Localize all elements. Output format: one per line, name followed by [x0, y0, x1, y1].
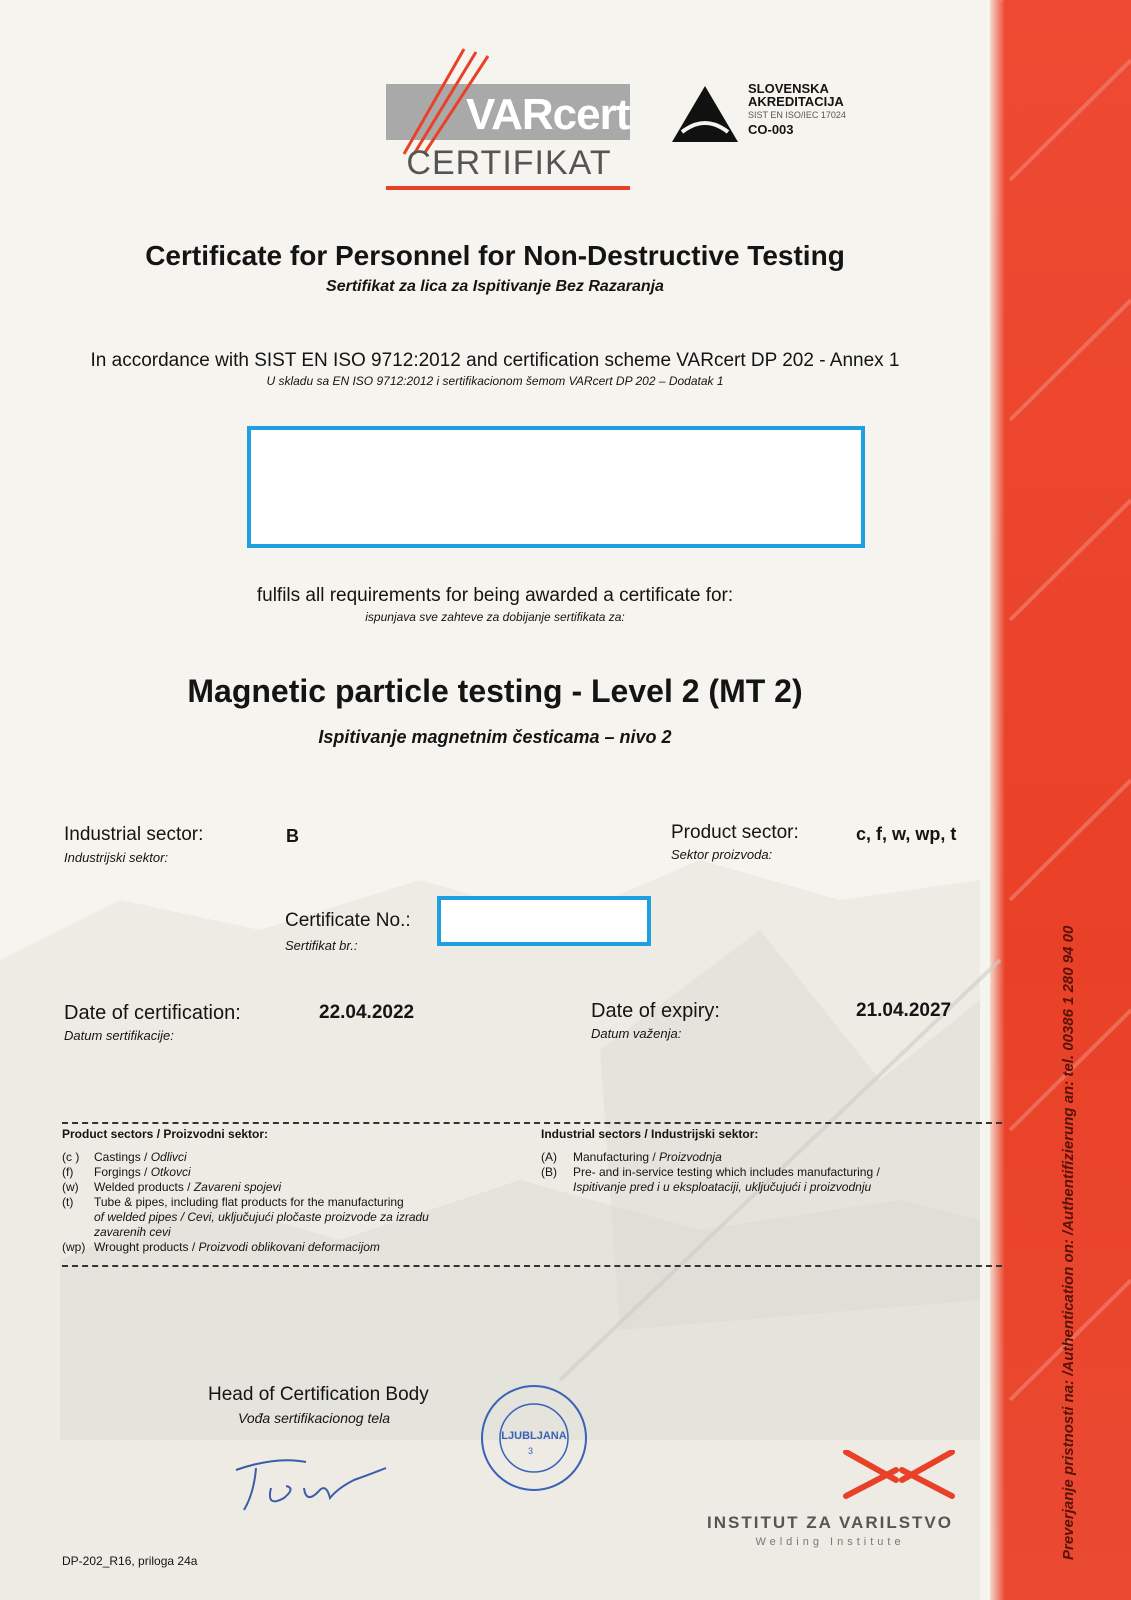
legend-row	[541, 1180, 981, 1195]
legend-text-local: zavarenih cevi	[94, 1225, 171, 1239]
authentication-side-text: Preverjanje pristnosti na: /Authentication on: /Authentifizierung an: tel. 00386 1 280 94 00	[1060, 925, 1077, 1560]
legend-code: (wp)	[62, 1240, 86, 1254]
certificate-title: Certificate for Personnel for Non-Destructive Testing	[145, 240, 845, 271]
accordance-text: In accordance with SIST EN ISO 9712:2012 and certification scheme VARcert DP 202 - Annex 1	[90, 350, 900, 371]
date-of-certification-label-sub: Datum sertifikacije:	[64, 1028, 174, 1043]
legend-top-divider	[62, 1122, 1002, 1124]
redacted-name-box	[247, 426, 865, 548]
varcert-logo-text: VARcert	[466, 90, 630, 139]
accreditation-line2: AKREDITACIJA	[748, 94, 844, 109]
head-of-certification-label-sub: Vođa sertifikacionog tela	[238, 1410, 391, 1426]
product-sector-label-sub: Sektor proizvoda:	[671, 847, 773, 862]
date-of-expiry-label: Date of expiry:	[591, 1000, 720, 1022]
certificate-title-sub: Sertifikat za lica za Ispitivanje Bez Razaranja	[326, 278, 664, 295]
legend-code: (A)	[541, 1150, 557, 1164]
fulfils-text: fulfils all requirements for being awarded a certificate for:	[256, 585, 734, 606]
legend-text-local: Odlivci	[150, 1150, 187, 1164]
legend-row	[541, 1165, 981, 1180]
legend-code: (c )	[62, 1150, 80, 1164]
accreditation-line1: SLOVENSKA	[748, 81, 829, 96]
industrial-sectors-list	[541, 1150, 981, 1195]
legend-row	[62, 1210, 482, 1225]
legend-text-local: Proizvodi oblikovani deformacijom	[198, 1240, 380, 1254]
varcert-logo	[384, 44, 634, 194]
product-sector-label: Product sector:	[671, 822, 799, 843]
institute-name: INSTITUT ZA VARILSTVO	[707, 1513, 953, 1532]
legend-text: Manufacturing /	[573, 1150, 660, 1164]
date-of-certification-label: Date of certification:	[64, 1002, 241, 1024]
legend-text: Castings /	[94, 1150, 151, 1164]
date-of-expiry-value: 21.04.2027	[856, 1000, 952, 1021]
legend-code: (f)	[62, 1165, 74, 1179]
head-of-certification-label: Head of Certification Body	[208, 1384, 429, 1405]
fulfils-text-sub: ispunjava sve zahteve za dobijanje sertifikata za:	[365, 610, 625, 624]
certificate-number-label-sub: Sertifikat br.:	[285, 938, 358, 953]
legend-text-local: Ispitivanje pred i u eksploataciji, uključujući i proizvodnju	[573, 1180, 872, 1194]
legend-row	[541, 1150, 981, 1165]
legend-text: Forgings /	[94, 1165, 151, 1179]
legend-row	[62, 1180, 482, 1195]
product-sectors-list	[62, 1150, 482, 1255]
legend-bottom-divider	[62, 1265, 1002, 1267]
date-of-expiry-label-sub: Datum važenja:	[591, 1026, 682, 1041]
redacted-certificate-number	[437, 896, 651, 946]
accreditation-code: CO-003	[748, 122, 794, 137]
institute-x-icon	[840, 1450, 960, 1500]
legend-code: (t)	[62, 1195, 74, 1209]
signature-stroke	[226, 1448, 396, 1518]
institute-stamp	[478, 1382, 590, 1494]
legend-text-local: Otkovci	[150, 1165, 191, 1179]
legend-row	[62, 1240, 482, 1255]
certificate-number-label: Certificate No.:	[285, 910, 411, 931]
legend-row	[62, 1195, 482, 1210]
legend-row	[62, 1225, 482, 1240]
legend-text: Welded products /	[94, 1180, 194, 1194]
accreditation-logo	[670, 78, 870, 148]
handwritten-signature	[226, 1448, 396, 1518]
legend-text-local: Zavareni spojevi	[193, 1180, 282, 1194]
institute-name-sub: Welding Institute	[755, 1536, 905, 1548]
accordance-text-sub: U skladu sa EN ISO 9712:2012 i sertifikacionom šemom VARcert DP 202 – Dodatak 1	[266, 374, 724, 388]
industrial-sector-label: Industrial sector:	[64, 824, 204, 845]
legend-code: (w)	[62, 1180, 79, 1194]
industrial-sector-label-sub: Industrijski sektor:	[64, 850, 169, 865]
industrial-sector-value: B	[286, 826, 299, 846]
legend-row	[62, 1165, 482, 1180]
method-title: Magnetic particle testing - Level 2 (MT 2)	[187, 673, 803, 709]
stamp-number: 3	[528, 1446, 534, 1456]
institut-za-varilstvo-logo	[700, 1450, 960, 1550]
stamp-city: LJUBLJANA	[501, 1430, 567, 1442]
method-title-sub: Ispitivanje magnetnim česticama – nivo 2	[318, 727, 672, 747]
legend-row	[62, 1150, 482, 1165]
accreditation-triangle-icon	[670, 84, 740, 146]
certifikat-logo-text: CERTIFIKAT	[406, 144, 612, 182]
legend-text: Wrought products /	[94, 1240, 199, 1254]
date-of-certification-value: 22.04.2022	[319, 1002, 415, 1023]
industrial-sectors-title: Industrial sectors / Industrijski sektor:	[541, 1127, 759, 1141]
legend-text: Tube & pipes, including flat products for the manufacturing	[94, 1195, 404, 1209]
legend-text-local: of welded pipes / Cevi, uključujući pločaste proizvode za izradu	[94, 1210, 429, 1224]
document-code-footer: DP-202_R16, priloga 24a	[62, 1554, 198, 1568]
product-sector-value: c, f, w, wp, t	[856, 824, 957, 844]
accreditation-standard: SIST EN ISO/IEC 17024	[748, 110, 846, 120]
legend-text: Pre- and in-service testing which includes manufacturing /	[573, 1165, 880, 1179]
legend-text-local: Proizvodnja	[659, 1150, 722, 1164]
product-sectors-title: Product sectors / Proizvodni sektor:	[62, 1127, 269, 1141]
legend-code: (B)	[541, 1165, 557, 1179]
